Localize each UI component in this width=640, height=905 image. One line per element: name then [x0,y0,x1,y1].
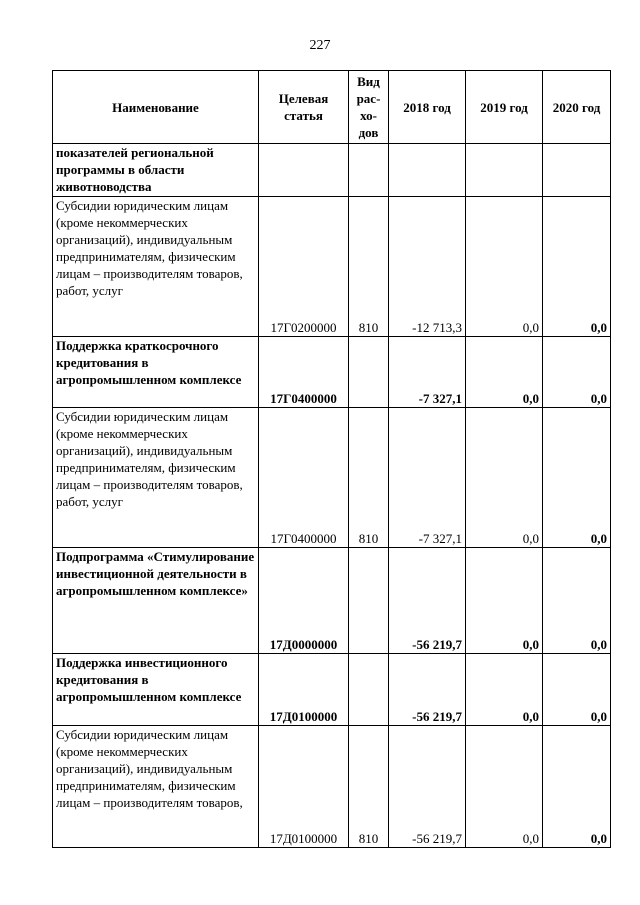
row-2018: -56 219,7 [389,548,466,654]
row-name: Поддержка краткосрочного кредитования в агропромышленном комплексе [53,337,259,408]
table-row [53,408,611,548]
row-name: Субсидии юридическим лицам (кроме некоммерческих организаций), индивидуальным предпринимателям, физическим лицам – производителям товаров, работ, услуг [53,197,259,337]
row-target: 17Д0100000 [259,654,349,726]
header-target: Целевая статья [259,71,349,144]
row-2018 [389,144,466,197]
row-2018: -12 713,3 [389,197,466,337]
budget-table [52,70,611,848]
row-target: 17Д0000000 [259,548,349,654]
row-2020 [543,144,611,197]
row-name: показателей региональной программы в области животноводства [53,144,259,197]
table-row [53,548,611,654]
row-expense-type [349,144,389,197]
row-2019: 0,0 [466,408,543,548]
page-number: 227 [309,38,331,53]
row-2019: 0,0 [466,548,543,654]
row-expense-type [349,654,389,726]
row-2018: -7 327,1 [389,337,466,408]
row-2020: 0,0 [543,548,611,654]
row-2018: -7 327,1 [389,408,466,548]
row-2019: 0,0 [466,726,543,848]
row-name: Поддержка инвестиционного кредитования в агропромышленном комплексе [53,654,259,726]
row-2019: 0,0 [466,337,543,408]
row-expense-type: 810 [349,726,389,848]
row-2019: 0,0 [466,197,543,337]
row-2020: 0,0 [543,726,611,848]
row-expense-type: 810 [349,408,389,548]
row-2019: 0,0 [466,654,543,726]
row-target: 17Г0400000 [259,337,349,408]
row-name: Субсидии юридическим лицам (кроме некоммерческих организаций), индивидуальным предпринимателям, физическим лицам – производителям товаров, [53,726,259,848]
header-expense-type: Вид рас-хо-дов [349,71,389,144]
header-2018: 2018 год [389,71,466,144]
header-2019: 2019 год [466,71,543,144]
row-expense-type: 810 [349,197,389,337]
row-target: 17Г0400000 [259,408,349,548]
row-2018: -56 219,7 [389,726,466,848]
row-expense-type [349,548,389,654]
row-target: 17Д0100000 [259,726,349,848]
row-target [259,144,349,197]
table-row [53,197,611,337]
table-header-row [53,71,611,144]
row-2020: 0,0 [543,197,611,337]
header-name: Наименование [53,71,259,144]
table-row [53,144,611,197]
table-row [53,654,611,726]
row-2020: 0,0 [543,654,611,726]
row-name: Подпрограмма «Стимулирование инвестиционной деятельности в агропромышленном комплексе» [53,548,259,654]
row-name: Субсидии юридическим лицам (кроме некоммерческих организаций), индивидуальным предпринимателям, физическим лицам – производителям товаров, работ, услуг [53,408,259,548]
header-2020: 2020 год [543,71,611,144]
table-row [53,337,611,408]
row-expense-type [349,337,389,408]
table-row [53,726,611,848]
row-2020: 0,0 [543,408,611,548]
row-2018: -56 219,7 [389,654,466,726]
row-2020: 0,0 [543,337,611,408]
row-target: 17Г0200000 [259,197,349,337]
row-2019 [466,144,543,197]
